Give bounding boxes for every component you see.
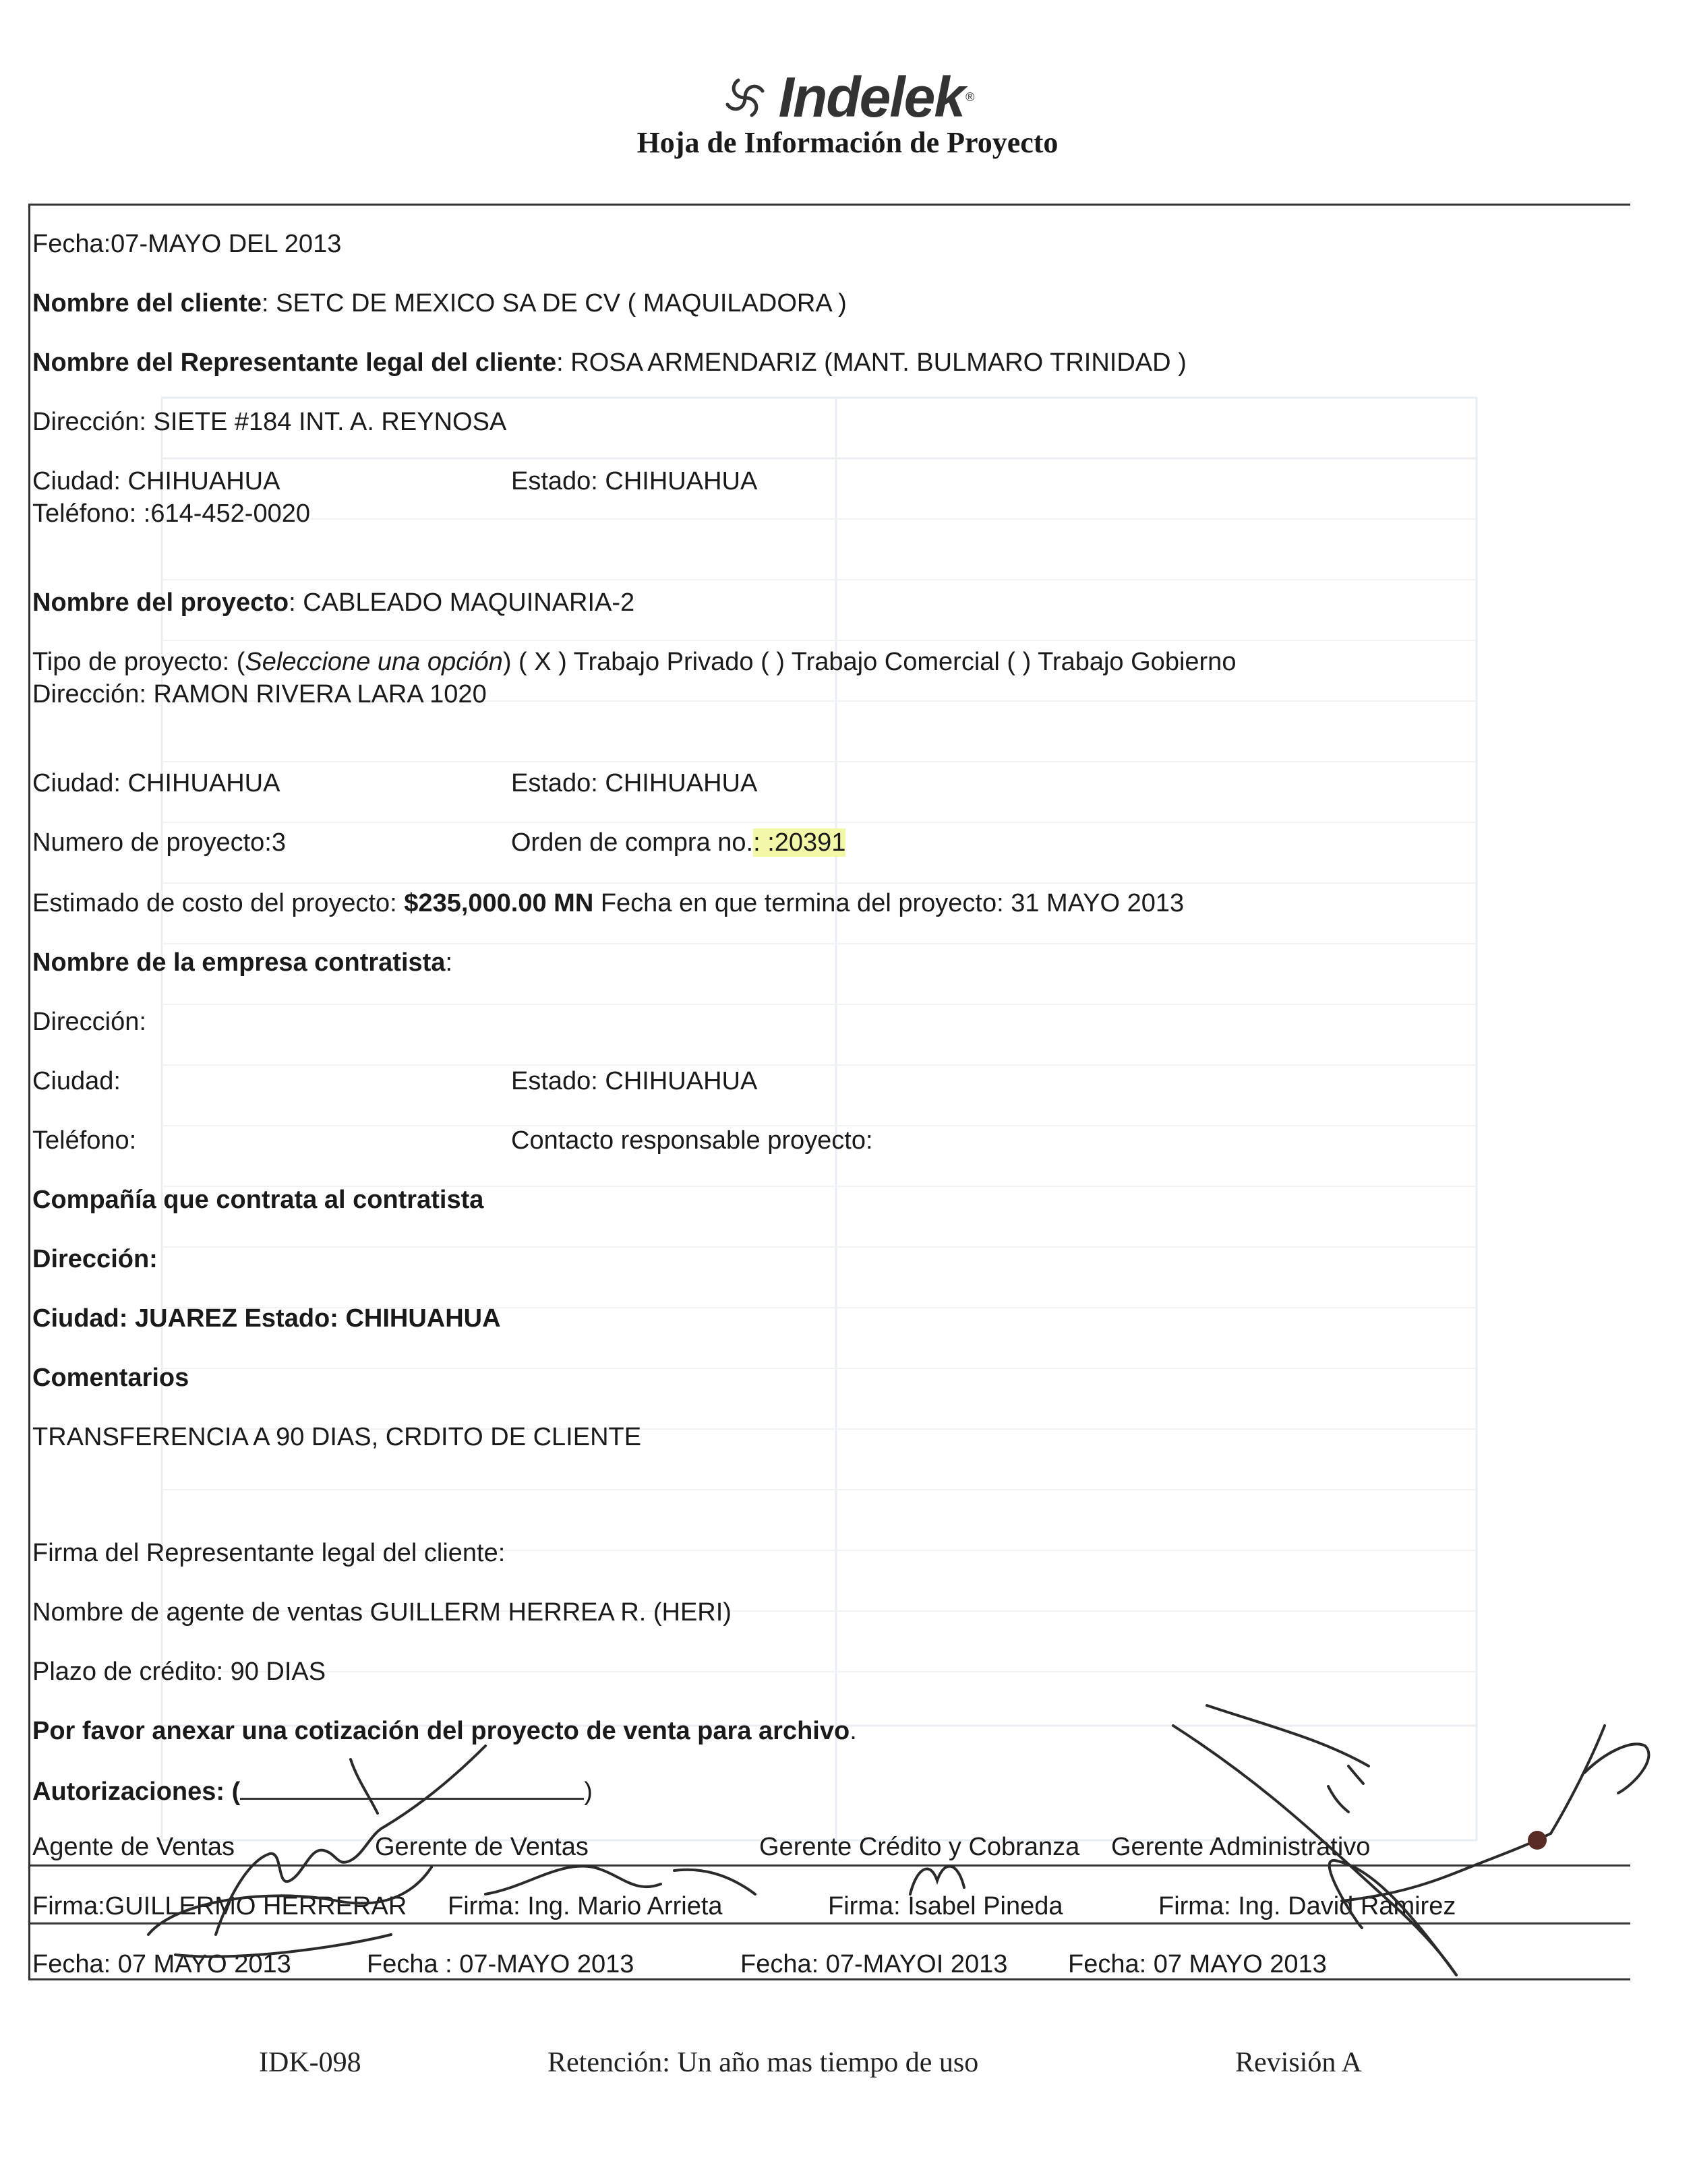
proyecto-value: : CABLEADO MAQUINARIA-2 (289, 588, 635, 617)
comentarios-value: TRANSFERENCIA A 90 DIAS, CRDITO DE CLIENTE (32, 1423, 642, 1451)
estado-proyecto: Estado: CHIHUAHUA (511, 769, 758, 797)
tipo-instruction: Seleccione una opción (245, 648, 503, 676)
approvals-divider-2 (28, 1922, 1630, 1924)
footer-retencion: Retención: Un año mas tiempo de uso (547, 2047, 979, 2078)
autorizaciones-label: Autorizaciones: ( (32, 1778, 241, 1806)
orden-compra-label: Orden de compra no. (511, 828, 754, 857)
direccion-proyecto: Dirección: RAMON RIVERA LARA 1020 (32, 680, 487, 708)
contratista-colon: : (445, 948, 452, 977)
approvals-divider-1 (28, 1864, 1630, 1867)
document-title: Hoja de Información de Proyecto (636, 126, 1059, 159)
cliente-line (32, 289, 847, 318)
contratista-label: Nombre de la empresa contratista (32, 948, 446, 977)
firma-agente-ventas: Firma:GUILLERMO HERRERAR (32, 1892, 407, 1920)
anexar-period: . (850, 1717, 857, 1745)
fecha-line: Fecha:07-MAYO DEL 2013 (32, 230, 342, 258)
numero-proyecto: Numero de proyecto:3 (32, 828, 286, 857)
role-agente-ventas: Agente de Ventas (32, 1833, 235, 1861)
autorizaciones-blank (240, 1778, 584, 1800)
comentarios-label: Comentarios (32, 1364, 189, 1392)
orden-compra-value: : :20391 (753, 828, 846, 857)
estado-contratista: Estado: CHIHUAHUA (511, 1067, 758, 1095)
telefono-contratista: Teléfono: (32, 1126, 137, 1155)
estimado-label: Estimado de costo del proyecto: (32, 889, 405, 917)
telefono-cliente: Teléfono: :614-452-0020 (32, 499, 310, 528)
fecha-agente-ventas: Fecha: 07 MAYO 2013 (32, 1950, 291, 1978)
ciudad-cliente: Ciudad: CHIHUAHUA (32, 467, 280, 495)
ciudad-proyecto: Ciudad: CHIHUAHUA (32, 769, 280, 797)
estimado-value: $235,000.00 MN (404, 889, 594, 917)
tipo-options: ) ( X ) Trabajo Privado ( ) Trabajo Comercial ( ) Trabajo Gobierno (502, 648, 1237, 676)
direccion-compania: Dirección: (32, 1245, 158, 1273)
firma-gerente-administrativo: Firma: Ing. David Ramirez (1158, 1892, 1456, 1920)
ciudad-contratista: Ciudad: (32, 1067, 121, 1095)
role-gerente-administrativo: Gerente Administrativo (1111, 1833, 1371, 1861)
firma-gerente-ventas: Firma: Ing. Mario Arrieta (448, 1892, 723, 1920)
representante-label: Nombre del Representante legal del cliente (32, 348, 557, 377)
ciudad-estado-compania: Ciudad: JUAREZ Estado: CHIHUAHUA (32, 1304, 501, 1333)
representante-value: : ROSA ARMENDARIZ (MANT. BULMARO TRINIDAD ) (556, 348, 1187, 377)
tipo-proyecto-line (32, 647, 1236, 677)
plazo-credito: Plazo de crédito: 90 DIAS (32, 1658, 326, 1686)
cliente-label: Nombre del cliente (32, 289, 262, 317)
representante-line (32, 348, 1187, 377)
role-gerente-credito: Gerente Crédito y Cobranza (759, 1833, 1080, 1861)
firma-representante: Firma del Representante legal del cliente: (32, 1539, 506, 1567)
proyecto-line (32, 588, 634, 617)
anexar-text: Por favor anexar una cotización del proyecto de venta para archivo (32, 1717, 850, 1745)
indelek-swirl-icon (721, 73, 769, 122)
footer-code: IDK-098 (259, 2047, 361, 2078)
anexar-line (32, 1716, 857, 1746)
proyecto-label: Nombre del proyecto (32, 588, 289, 617)
compania-label: Compañía que contrata al contratista (32, 1186, 484, 1214)
fecha-termina: Fecha en que termina del proyecto: 31 MAYO 2013 (593, 889, 1185, 917)
company-logo (0, 65, 1695, 130)
registered-mark: ® (965, 90, 975, 104)
estado-cliente: Estado: CHIHUAHUA (511, 467, 758, 495)
fecha-gerente-administrativo: Fecha: 07 MAYO 2013 (1068, 1950, 1327, 1978)
autorizaciones-close: ) (584, 1778, 593, 1806)
estimado-line (32, 888, 1184, 918)
role-gerente-ventas: Gerente de Ventas (375, 1833, 589, 1861)
orden-compra-line (511, 828, 845, 857)
agente-ventas: Nombre de agente de ventas GUILLERM HERREA R. (HERI) (32, 1598, 732, 1627)
autorizaciones-line (32, 1777, 593, 1807)
fecha-gerente-credito: Fecha: 07-MAYOI 2013 (740, 1950, 1008, 1978)
cliente-value: : SETC DE MEXICO SA DE CV ( MAQUILADORA ) (261, 289, 847, 317)
contratista-line (32, 948, 452, 977)
logo-wordmark: Indelek (778, 65, 965, 129)
direccion-contratista: Dirección: (32, 1008, 146, 1036)
fecha-gerente-ventas: Fecha : 07-MAYO 2013 (367, 1950, 634, 1978)
firma-gerente-credito: Firma: Isabel Pineda (828, 1892, 1063, 1920)
contacto-responsable: Contacto responsable proyecto: (511, 1126, 873, 1155)
direccion-cliente: Dirección: SIETE #184 INT. A. REYNOSA (32, 408, 507, 436)
footer-revision: Revisión A (1235, 2047, 1362, 2078)
tipo-prefix: Tipo de proyecto: ( (32, 648, 245, 676)
